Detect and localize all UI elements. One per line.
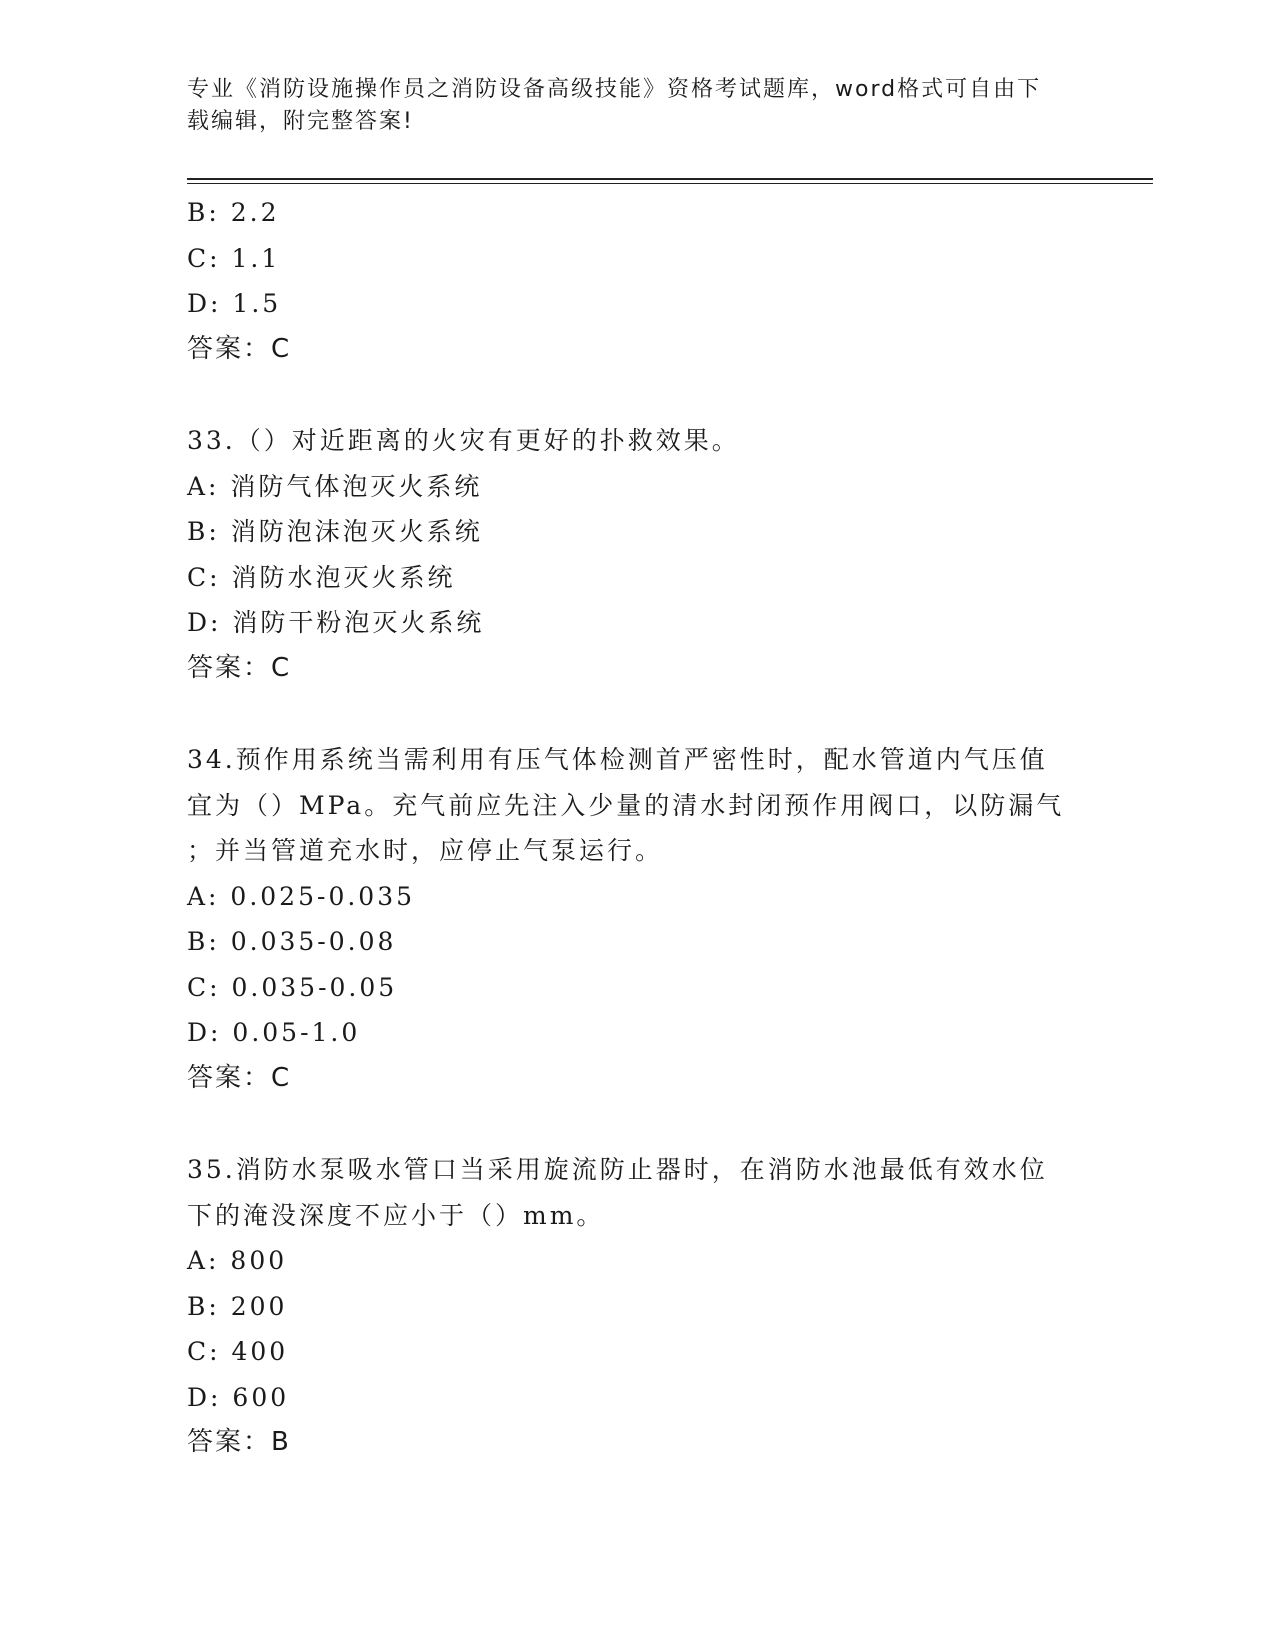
- option-a: A: 消防气体泡灭火系统: [187, 471, 483, 501]
- option-b: B: 0.035-0.08: [187, 927, 397, 956]
- question-stem-line-2: 下的淹没深度不应小于（）mm。: [187, 1200, 605, 1230]
- answer-label: 答案：B: [187, 1427, 291, 1457]
- option-d: D: 600: [187, 1382, 290, 1412]
- question-list: [187, 190, 1087, 1466]
- option-d: D: 消防干粉泡灭火系统: [187, 608, 485, 637]
- question-32-tail: [187, 190, 1087, 372]
- option-b: B: 消防泡沫泡灭火系统: [187, 517, 483, 546]
- question-stem-line-1: 35.消防水泵吸水管口当采用旋流防止器时，在消防水池最低有效水位: [187, 1155, 1048, 1184]
- question-33: [187, 418, 1087, 691]
- header-line-1: 专业《消防设施操作员之消防设备高级技能》资格考试题库，word格式可自由下: [187, 77, 1042, 102]
- option-b: B: 2.2: [187, 198, 280, 227]
- answer-label: 答案：C: [187, 1062, 292, 1093]
- option-d: D: 1.5: [187, 289, 282, 318]
- option-b: B: 200: [187, 1291, 288, 1321]
- option-a: A: 800: [187, 1246, 288, 1275]
- question-stem: 33.（）对近距离的火灾有更好的扑救效果。: [187, 426, 740, 455]
- option-c: C: 1.1: [187, 243, 281, 273]
- option-d: D: 0.05-1.0: [187, 1018, 361, 1047]
- header-rule-thick: [187, 178, 1153, 180]
- answer-label: 答案：C: [187, 333, 292, 364]
- option-c: C: 消防水泡灭火系统: [187, 562, 456, 592]
- spacer: [187, 1101, 1087, 1147]
- document-header: [187, 74, 1087, 138]
- answer-label: 答案：C: [187, 652, 292, 683]
- question-stem-line-1: 34.预作用系统当需利用有压气体检测首严密性时，配水管道内气压值: [187, 745, 1048, 774]
- spacer: [187, 372, 1087, 418]
- header-rule-thin: [187, 183, 1153, 184]
- spacer: [187, 691, 1087, 737]
- question-stem-line-3: ；并当管道充水时，应停止气泵运行。: [187, 836, 664, 865]
- header-line-2: 载编辑，附完整答案!: [187, 109, 414, 134]
- question-34: [187, 737, 1087, 1101]
- option-a: A: 0.025-0.035: [187, 881, 416, 911]
- option-c: C: 0.035-0.05: [187, 972, 398, 1002]
- question-35: [187, 1147, 1087, 1466]
- question-stem-line-2: 宜为（）MPa。充气前应先注入少量的清水封闭预作用阀口，以防漏气: [187, 790, 1065, 820]
- option-c: C: 400: [187, 1337, 289, 1366]
